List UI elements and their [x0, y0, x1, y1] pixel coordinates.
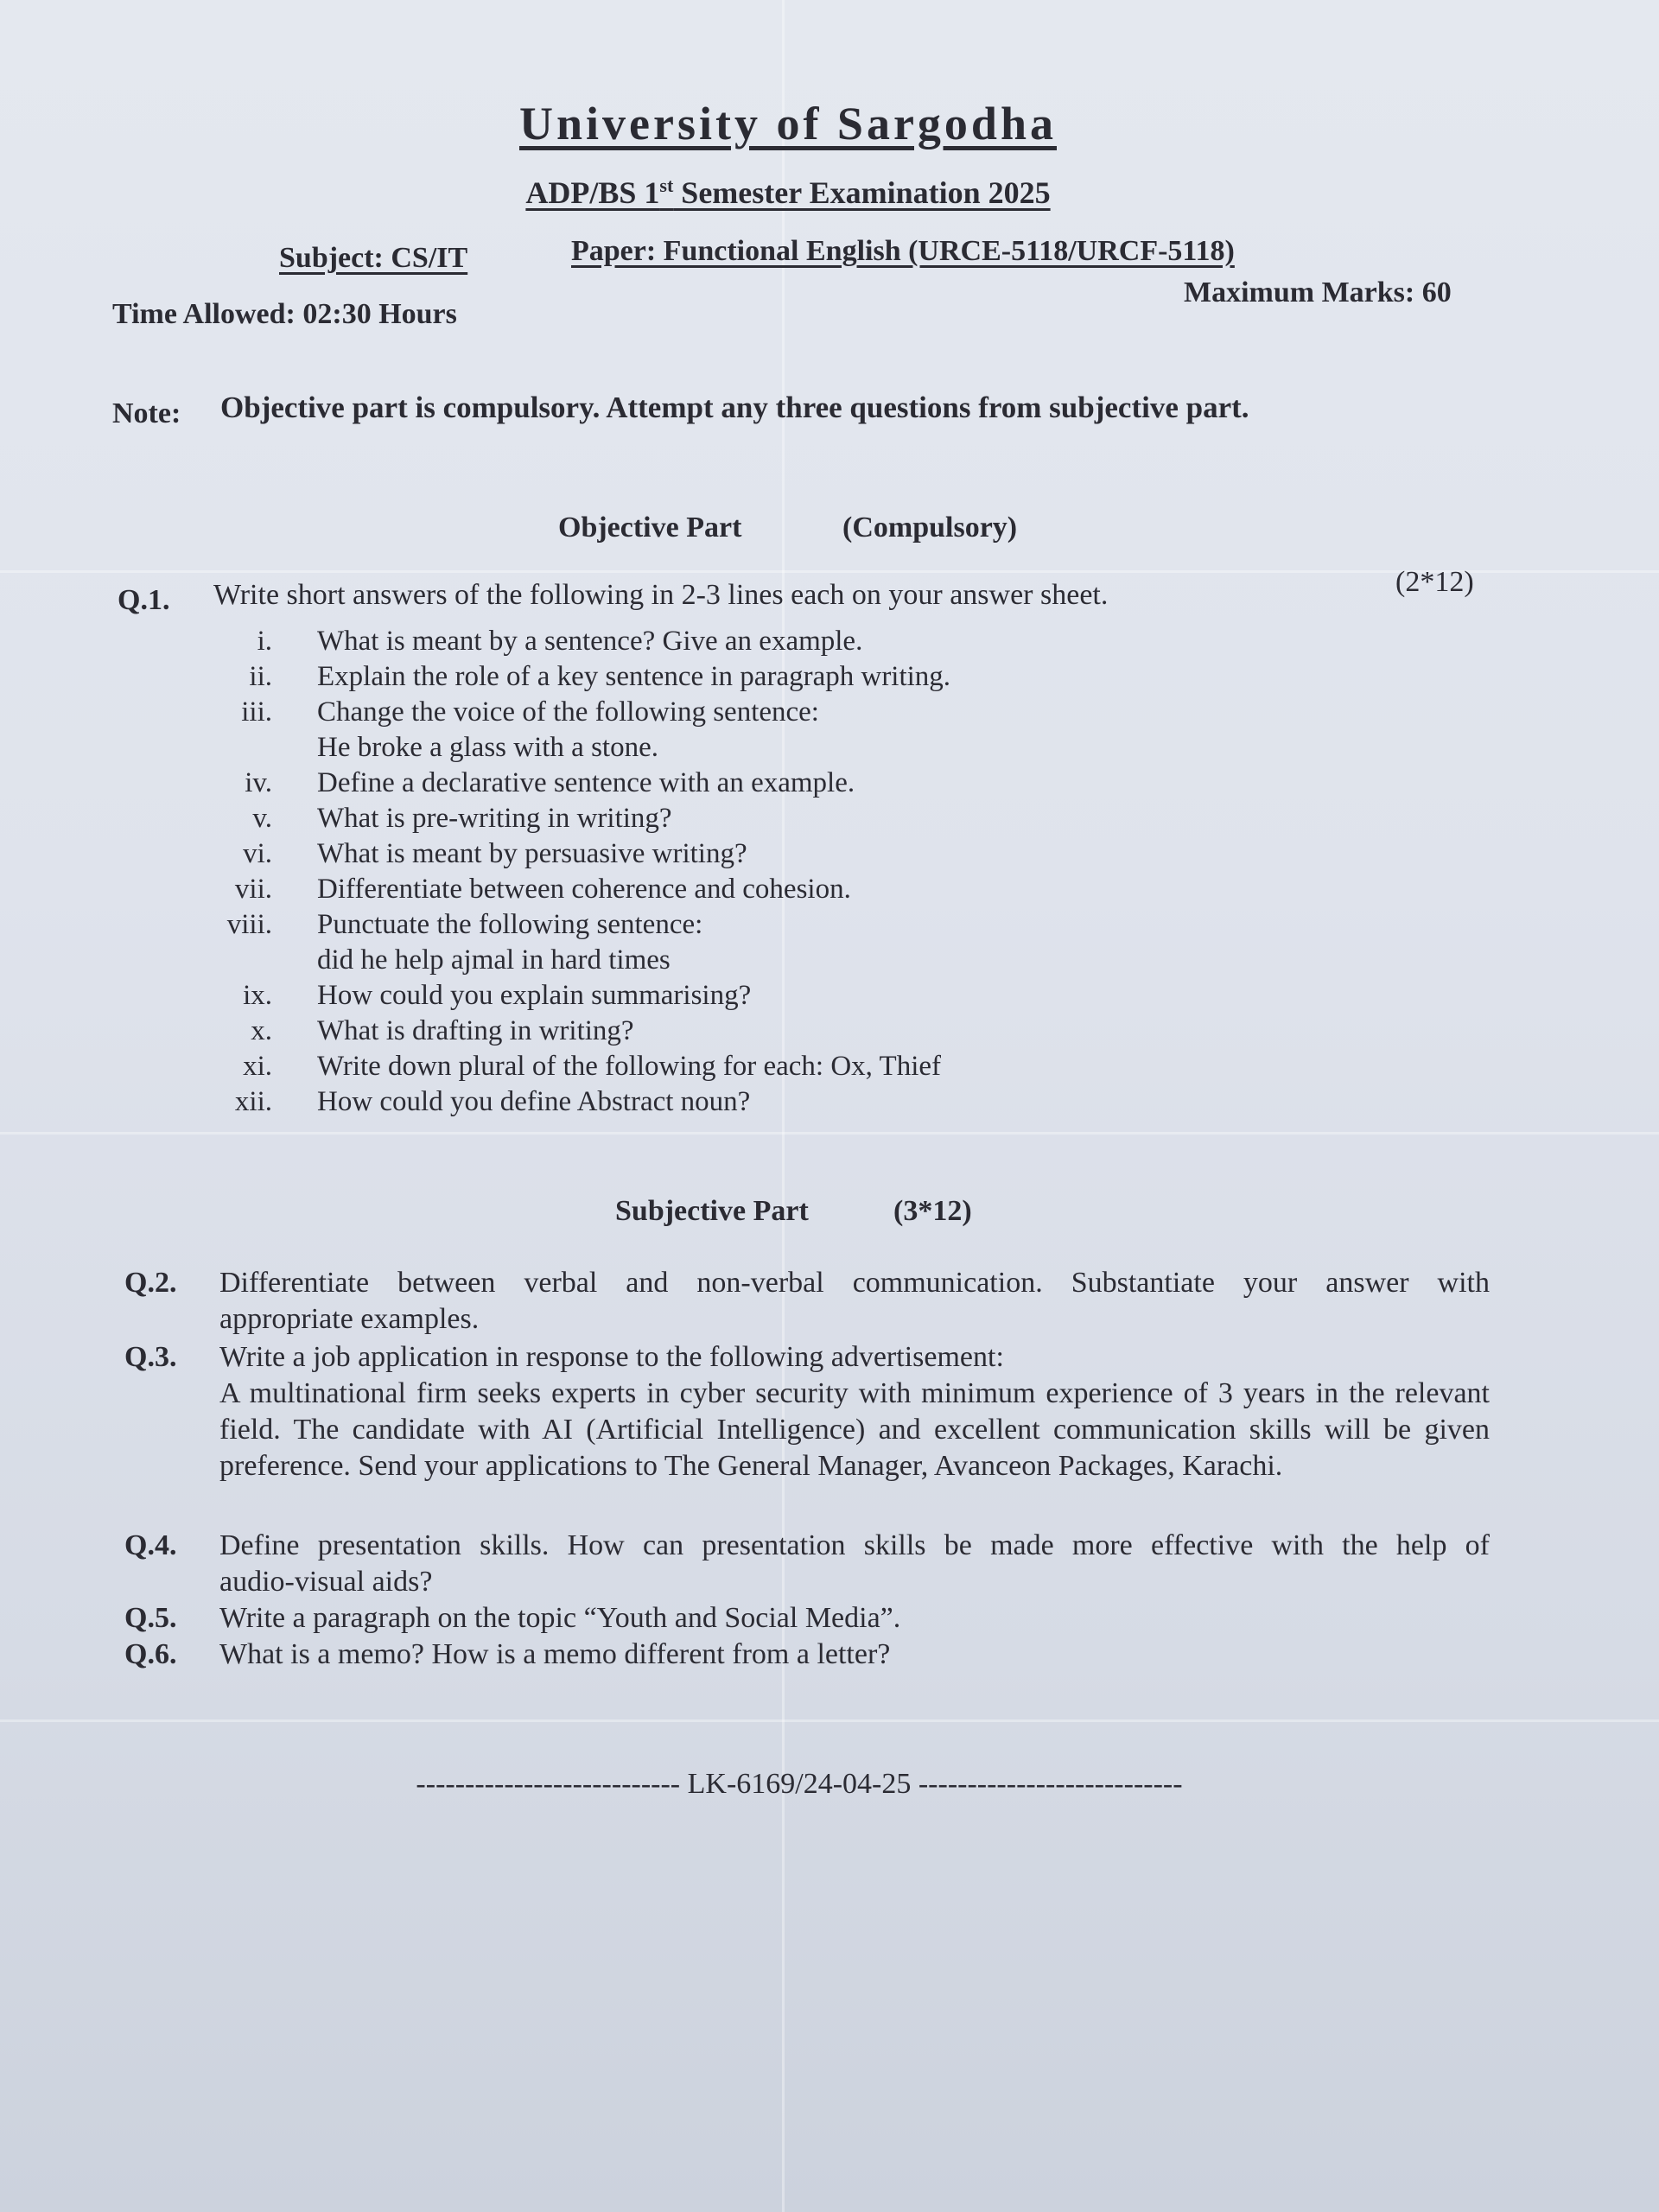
long-question: [124, 1265, 1490, 1338]
question-text: Write short answers of the following in 2-3 lines each on your answer sheet.: [213, 579, 1109, 611]
item-number: v.: [252, 803, 272, 834]
question-number: Q.3.: [124, 1341, 177, 1373]
exam-title: [0, 175, 1576, 211]
item-text-block: [317, 695, 819, 766]
item-subtext: He broke a glass with a stone.: [317, 732, 658, 763]
long-question: [124, 1637, 1490, 1673]
note-text: Objective part is compulsory. Attempt any three questions from subjective part.: [220, 391, 1249, 424]
short-question-item: [199, 836, 1322, 872]
short-question-item: [199, 695, 1322, 766]
short-question-item: [199, 766, 1322, 801]
item-number: i.: [257, 626, 272, 657]
objective-subheading: (Compulsory): [842, 512, 1018, 543]
item-number: xii.: [234, 1086, 272, 1117]
question-number: Q.6.: [124, 1638, 177, 1670]
item-text: What is drafting in writing?: [317, 1015, 634, 1046]
question-paragraph: A multinational firm seeks experts in cyber security with minimum experience of 3 years in the relevant field. The candidate with AI (Artificial Intelligence) and excellent communication skills will be given preference. Send your applications to The General Manager, Avanceon Packages, Karachi.: [219, 1377, 1490, 1482]
question-line: Write a job application in response to the following advertisement:: [219, 1341, 1004, 1373]
short-question-item: [199, 907, 1322, 978]
question-line: appropriate examples.: [219, 1303, 480, 1335]
short-question-item: [199, 1084, 1322, 1120]
question-text: [219, 1339, 1490, 1484]
item-text-block: [317, 907, 702, 978]
short-question-item: [199, 978, 1322, 1014]
short-question-item: [199, 659, 1322, 695]
short-question-item: [199, 872, 1322, 907]
item-text: Define a declarative sentence with an example.: [317, 767, 855, 798]
objective-heading: Objective Part: [558, 512, 742, 543]
item-number: xi.: [243, 1051, 272, 1082]
paper-label: Paper: Functional English (URCE-5118/URCF-5118): [571, 235, 1235, 267]
item-text: Punctuate the following sentence:: [317, 909, 703, 940]
question-number: Q.4.: [124, 1529, 177, 1561]
question-line: Write a paragraph on the topic “Youth and Social Media”.: [219, 1602, 901, 1634]
long-question: [124, 1339, 1490, 1484]
exam-title-suffix: Semester Examination 2025: [673, 175, 1051, 210]
item-text: How could you explain summarising?: [317, 980, 752, 1011]
long-question: [124, 1600, 1490, 1637]
time-allowed: Time Allowed: 02:30 Hours: [112, 298, 457, 330]
question-text: [219, 1265, 1490, 1338]
item-text: How could you define Abstract noun?: [317, 1086, 751, 1117]
question-line: What is a memo? How is a memo different from a letter?: [219, 1638, 891, 1670]
question-text: [219, 1600, 1490, 1637]
short-question-item: [199, 801, 1322, 836]
item-number: iii.: [241, 696, 272, 728]
paper-code-footer: --------------------------- LK-6169/24-04-25 ---------------------------: [416, 1768, 1183, 1800]
subject-label: Subject: CS/IT: [279, 242, 468, 274]
question-marks: (2*12): [1395, 566, 1474, 598]
maximum-marks: Maximum Marks: 60: [1184, 276, 1452, 308]
item-text: Change the voice of the following sentence:: [317, 696, 819, 728]
exam-title-prefix: ADP/BS 1: [525, 175, 660, 210]
fold-crease: [0, 1719, 1659, 1722]
long-question: [124, 1528, 1490, 1600]
item-number: viii.: [226, 909, 272, 940]
short-question-item: [199, 1049, 1322, 1084]
question-number: Q.1.: [118, 584, 170, 616]
question-number: Q.2.: [124, 1267, 177, 1299]
item-number: ix.: [243, 980, 272, 1011]
short-question-list: [199, 624, 1322, 1120]
item-text: Explain the role of a key sentence in paragraph writing.: [317, 661, 951, 692]
exam-title-ordinal: st: [659, 175, 674, 196]
item-number: vii.: [234, 874, 272, 905]
item-number: iv.: [245, 767, 272, 798]
item-text: What is meant by persuasive writing?: [317, 838, 747, 869]
item-subtext: did he help ajmal in hard times: [317, 944, 671, 976]
item-text: Write down plural of the following for each: Ox, Thief: [317, 1051, 942, 1082]
item-number: vi.: [243, 838, 272, 869]
question-text: [219, 1528, 1490, 1600]
item-number: x.: [251, 1015, 272, 1046]
item-text: What is pre-writing in writing?: [317, 803, 672, 834]
question-line: audio-visual aids?: [219, 1566, 433, 1598]
question-number: Q.5.: [124, 1602, 177, 1634]
question-text: [219, 1637, 1490, 1673]
short-question-item: [199, 624, 1322, 659]
note-label: Note:: [112, 397, 181, 429]
question-line: Differentiate between verbal and non-verbal communication. Substantiate your answer with: [219, 1267, 1490, 1299]
item-text: What is meant by a sentence? Give an example.: [317, 626, 863, 657]
fold-crease: [0, 1132, 1659, 1135]
question-line: Define presentation skills. How can presentation skills be made more effective with the help of: [219, 1529, 1490, 1561]
item-text: Differentiate between coherence and cohesion.: [317, 874, 851, 905]
subjective-marks: (3*12): [893, 1195, 972, 1227]
university-title: University of Sargodha: [518, 98, 1057, 149]
short-question-item: [199, 1014, 1322, 1049]
item-number: ii.: [249, 661, 272, 692]
subjective-heading: Subjective Part: [615, 1195, 809, 1227]
